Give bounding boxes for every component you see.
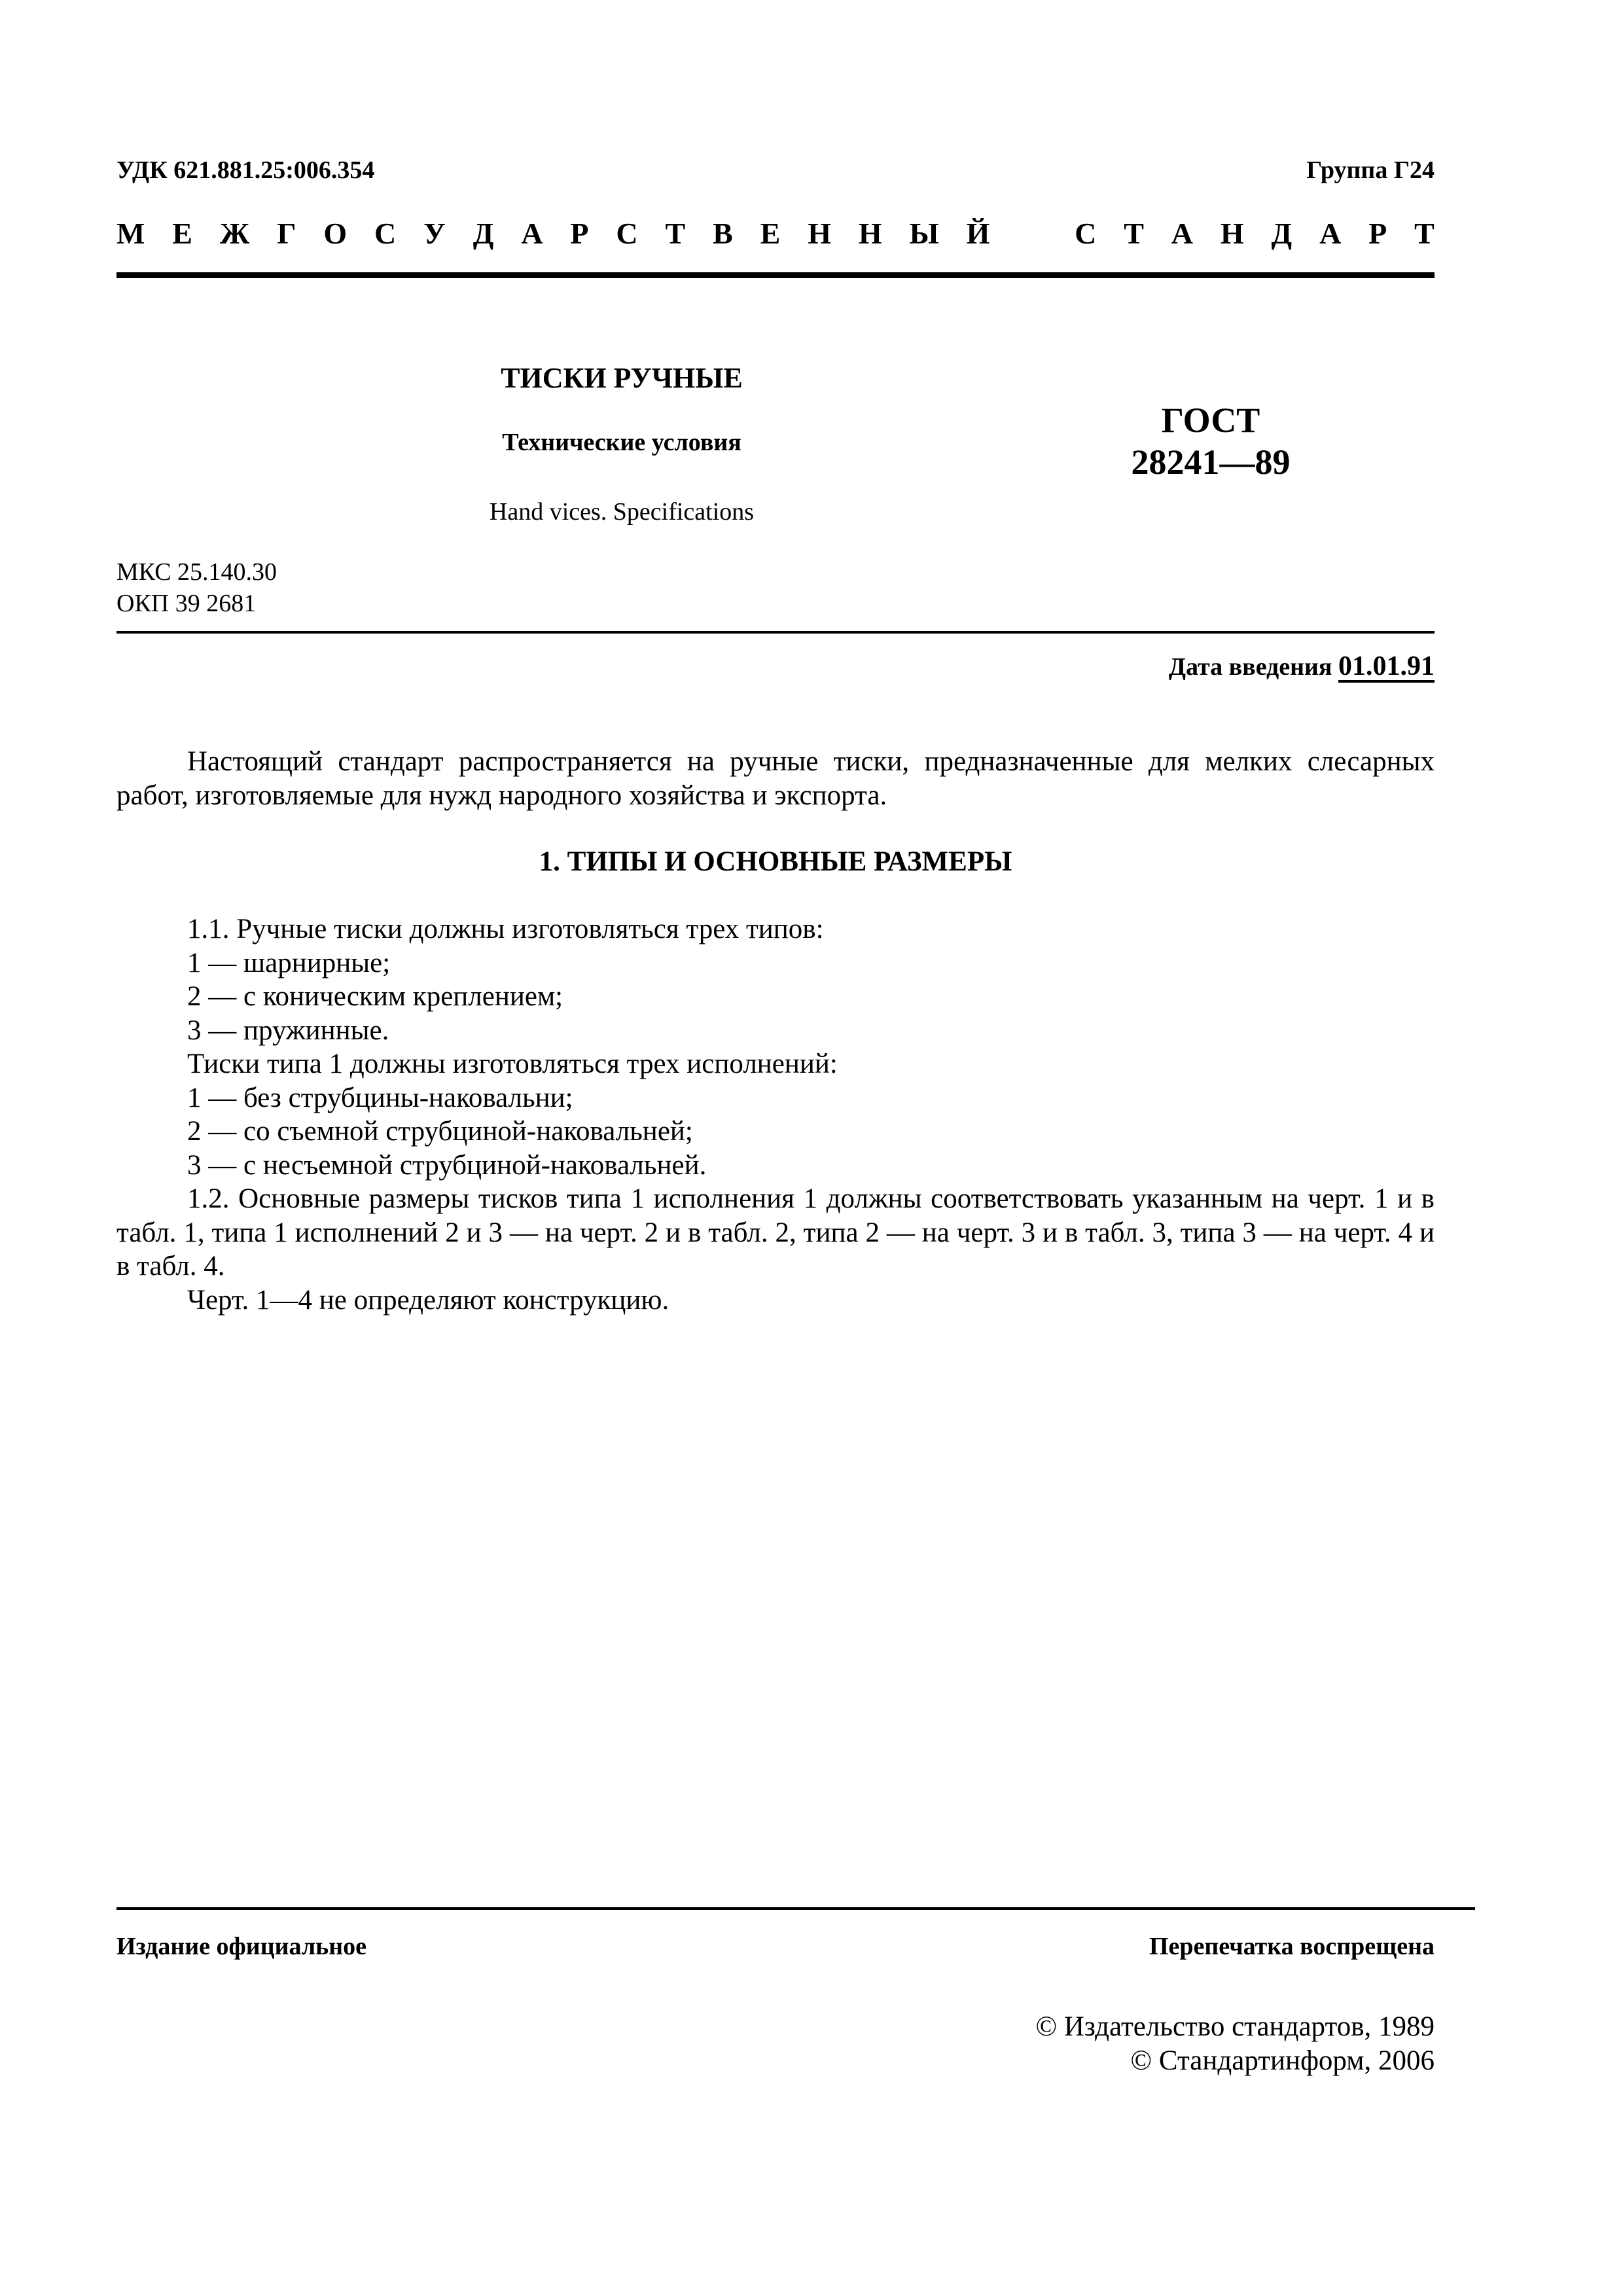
section-1-body	[116, 912, 1435, 1317]
heading-letter: С	[616, 217, 638, 250]
classification-codes	[116, 556, 277, 619]
heading-letter: Р	[1368, 217, 1387, 250]
heading-letter: Р	[570, 217, 589, 250]
heading-letter: Т	[1414, 217, 1435, 250]
heading-letter: Т	[1124, 217, 1144, 250]
body-line: 1 — шарнирные;	[187, 947, 391, 978]
section-1-title: 1. ТИПЫ И ОСНОВНЫЕ РАЗМЕРЫ	[539, 846, 1012, 877]
date-value: 01.01.91	[1338, 651, 1435, 681]
heading-letter: Н	[858, 217, 882, 250]
gost-label: ГОСТ	[1161, 401, 1260, 440]
body-line: 1.1. Ручные тиски должны изготовляться трех типов:	[187, 914, 824, 944]
heading-letter: Н	[1220, 217, 1244, 250]
heading-letter: А	[1171, 217, 1193, 250]
mks-code: МКС 25.140.30	[116, 558, 277, 586]
heading-letter: Е	[172, 217, 192, 250]
official-edition-label: Издание официальное	[116, 1933, 367, 1960]
copyright-line-1: © Издательство стандартов, 1989	[1035, 2011, 1435, 2042]
heading-letter: С	[1075, 217, 1097, 250]
body-line: 3 — пружинные.	[187, 1014, 389, 1046]
date-label: Дата введения	[1168, 653, 1338, 681]
okp-code: ОКП 39 2681	[116, 590, 257, 617]
introduction-date	[1169, 651, 1435, 682]
heading-letter: С	[374, 217, 397, 250]
gost-number: 28241—89	[1131, 442, 1291, 482]
drawings-note: Черт. 1—4 не определяют конструкцию.	[187, 1284, 669, 1316]
heading-letter: Е	[760, 217, 781, 250]
heading-letter: О	[323, 217, 348, 250]
heading-letter: М	[116, 217, 145, 250]
body-line: Тиски типа 1 должны изготовляться трех исполнений:	[187, 1049, 838, 1079]
body-line: 2 — со съемной струбциной-наковальней;	[187, 1116, 693, 1147]
paragraph-1-2: 1.2. Основные размеры тисков типа 1 исполнения 1 должны соответствовать указанным на черт. 1 и в табл. 1, типа 1 исполнений 2 и 3 — на черт. 2 и в табл. 2, типа 2 — на черт. 3 и в табл. 3, типа 3 — на черт. 4 и в табл. 4.	[116, 1183, 1435, 1282]
reprint-prohibited-label: Перепечатка воспрещена	[1149, 1933, 1435, 1960]
body-line: 3 — с несъемной струбциной-наковальней.	[187, 1149, 707, 1181]
group-code: Группа Г24	[1306, 156, 1435, 184]
codes-rule	[116, 631, 1435, 634]
heading-letter: Ы	[909, 217, 939, 250]
body-line: 1 — без струбцины-наковальни;	[187, 1082, 573, 1113]
header-rule	[116, 272, 1435, 278]
interstate-standard-heading	[116, 216, 1435, 251]
udk-code: УДК 621.881.25:006.354	[116, 156, 375, 184]
footer-rule	[116, 1907, 1475, 1910]
heading-letter: Й	[966, 217, 990, 250]
heading-letter: Г	[277, 217, 296, 250]
document-title: ТИСКИ РУЧНЫЕ	[501, 362, 743, 394]
copyright-line-2: © Стандартинформ, 2006	[1130, 2045, 1435, 2076]
intro-paragraph	[116, 745, 1435, 813]
heading-letter: Т	[665, 217, 686, 250]
heading-letter: Ж	[219, 217, 250, 250]
heading-letter: У	[423, 217, 446, 250]
heading-letter: А	[521, 217, 543, 250]
document-subtitle: Технические условия	[502, 429, 741, 456]
heading-letter: Д	[1271, 217, 1293, 250]
intro-text: Настоящий стандарт распространяется на ручные тиски, предназначенные для мелких слесарных работ, изготовляемые для нужд народного хозяйства и экспорта.	[116, 746, 1435, 811]
heading-letter: Н	[808, 217, 831, 250]
body-line: 2 — с коническим креплением;	[187, 981, 563, 1012]
gost-designation	[1073, 399, 1348, 483]
heading-letter: В	[713, 217, 733, 250]
document-title-english: Hand vices. Specifications	[489, 498, 755, 526]
heading-letter: А	[1319, 217, 1342, 250]
heading-letter: Д	[473, 217, 494, 250]
